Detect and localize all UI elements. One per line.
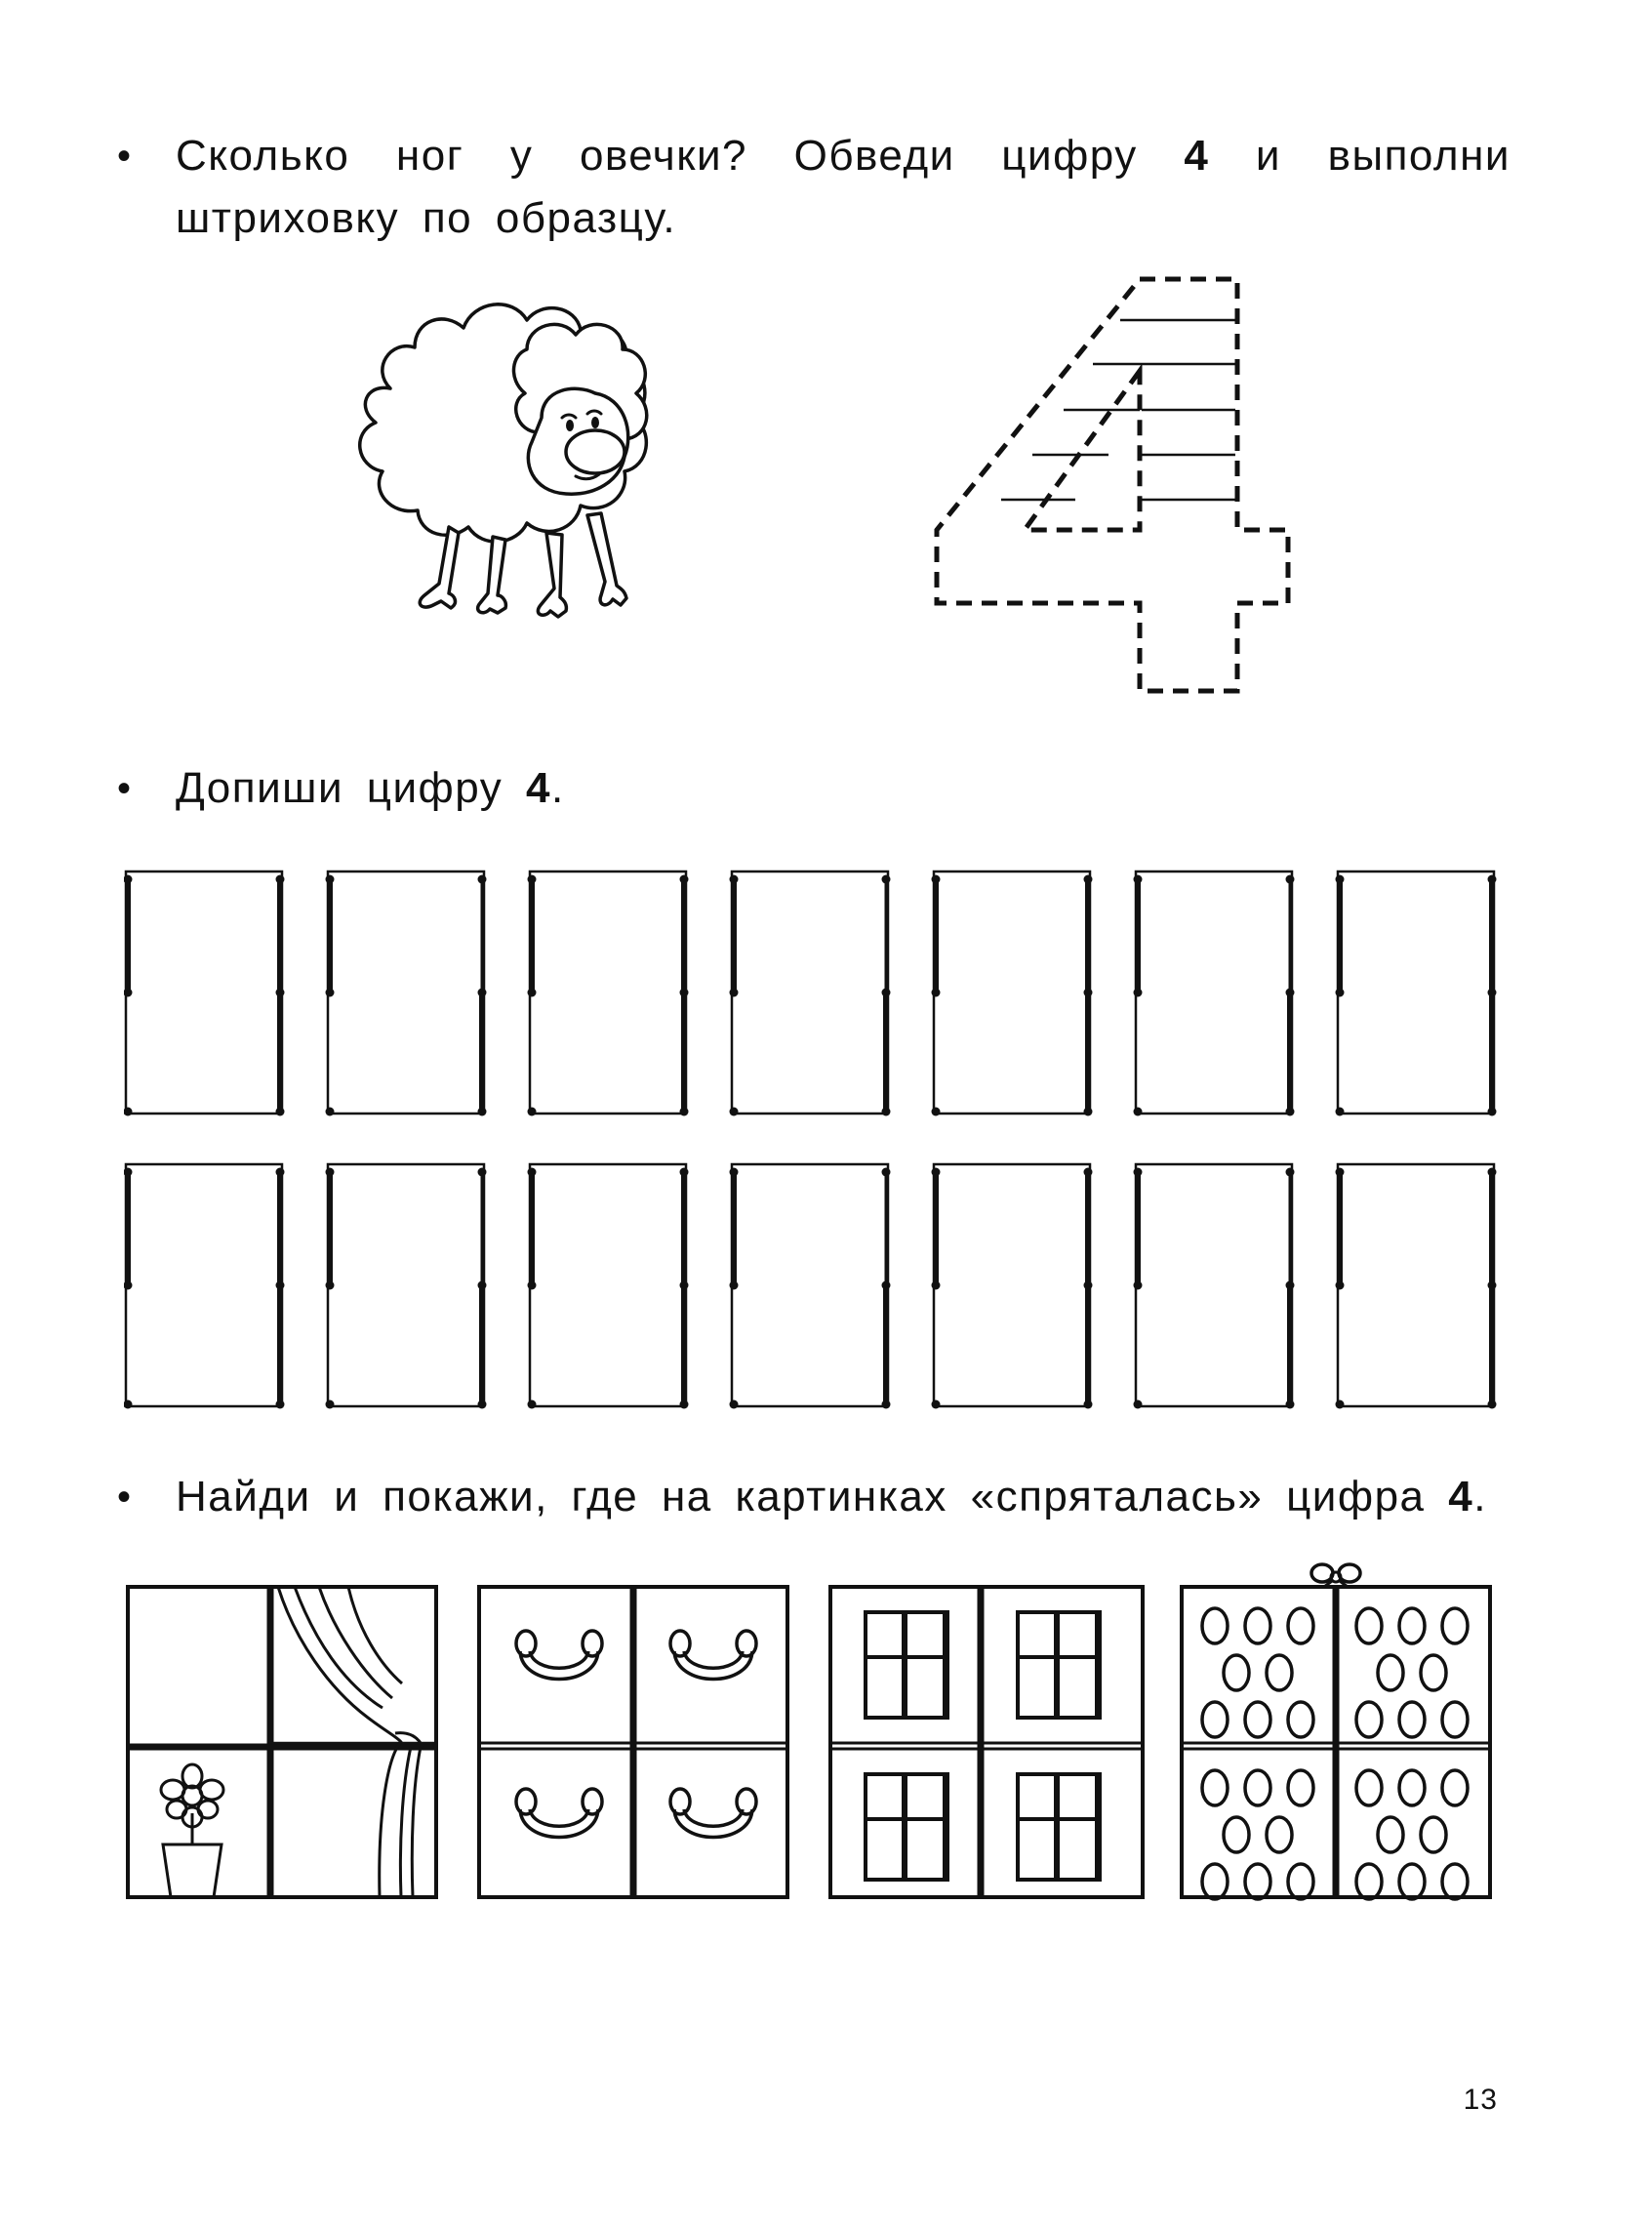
copy-cell[interactable] bbox=[932, 1164, 1093, 1409]
task-text: Допиши цифру 4. bbox=[176, 764, 565, 812]
dot-icon bbox=[1356, 1770, 1382, 1805]
window-pane-icon bbox=[866, 1612, 947, 1718]
dot-icon bbox=[1245, 1770, 1270, 1805]
dot-icon bbox=[1399, 1770, 1425, 1805]
copy-cell[interactable] bbox=[1336, 1164, 1497, 1409]
sheep-illustration-icon bbox=[332, 271, 761, 701]
copy-cell[interactable] bbox=[1134, 871, 1295, 1116]
dot-icon bbox=[1442, 1608, 1468, 1643]
dot-icon bbox=[1378, 1655, 1403, 1690]
dot-icon bbox=[1356, 1864, 1382, 1899]
dot-icon bbox=[1356, 1608, 1382, 1643]
dot-icon bbox=[1442, 1770, 1468, 1805]
dot-icon bbox=[1421, 1817, 1446, 1852]
dot-icon bbox=[1202, 1608, 1228, 1643]
dot-icon bbox=[1224, 1817, 1249, 1852]
dot-icon bbox=[1245, 1702, 1270, 1737]
bullet: • bbox=[117, 135, 133, 178]
dot-icon bbox=[1202, 1770, 1228, 1805]
copy-cell[interactable] bbox=[124, 871, 285, 1116]
copy-cell[interactable] bbox=[528, 871, 689, 1116]
task-instruction-3 bbox=[117, 1466, 1530, 1528]
dot-icon bbox=[1378, 1817, 1403, 1852]
building-windows-picture-icon bbox=[826, 1561, 1148, 1903]
copy-cell[interactable] bbox=[326, 1164, 487, 1409]
copy-cell[interactable] bbox=[1134, 1164, 1295, 1409]
cabinet-handles-picture-icon bbox=[475, 1561, 791, 1903]
dot-icon bbox=[1245, 1608, 1270, 1643]
copy-cells-grid bbox=[124, 869, 1510, 1118]
copy-cells-grid bbox=[124, 1161, 1510, 1411]
dot-icon bbox=[1288, 1702, 1313, 1737]
copy-cell[interactable] bbox=[1336, 871, 1497, 1116]
handle-icon bbox=[516, 1631, 602, 1680]
dot-icon bbox=[1288, 1608, 1313, 1643]
handle-icon bbox=[516, 1789, 602, 1838]
dot-icon bbox=[1356, 1702, 1382, 1737]
copy-cell[interactable] bbox=[124, 1164, 285, 1409]
dot-icon bbox=[1399, 1608, 1425, 1643]
task-text: Найди и покажи, где на картинках «спряталась» цифра 4. bbox=[176, 1473, 1487, 1520]
dot-icon bbox=[1288, 1864, 1313, 1899]
task-text: Сколько ног у овечки? Обведи цифру 4 и выполни штриховку по образцу. bbox=[176, 132, 1511, 242]
task-instruction-1 bbox=[117, 125, 1511, 250]
dot-icon bbox=[1442, 1864, 1468, 1899]
handle-icon bbox=[670, 1631, 756, 1680]
page-number: 13 bbox=[1463, 2084, 1498, 2116]
copy-cells-row-1 bbox=[124, 869, 1510, 1114]
dot-icon bbox=[1202, 1702, 1228, 1737]
handle-icon bbox=[670, 1789, 756, 1838]
dot-icon bbox=[1224, 1655, 1249, 1690]
copy-cell[interactable] bbox=[730, 871, 891, 1116]
dot-icon bbox=[1442, 1702, 1468, 1737]
dot-icon bbox=[1399, 1702, 1425, 1737]
bold-digit: 4 bbox=[1184, 132, 1210, 180]
window-pane-icon bbox=[1018, 1774, 1100, 1880]
dot-icon bbox=[1267, 1655, 1292, 1690]
dot-icon bbox=[1421, 1655, 1446, 1690]
dot-icon bbox=[1267, 1817, 1292, 1852]
dot-icon bbox=[1288, 1770, 1313, 1805]
window-curtain-picture-icon bbox=[124, 1561, 440, 1903]
task-instruction-2 bbox=[117, 757, 1393, 820]
bold-digit: 4 bbox=[525, 764, 551, 812]
gift-box-picture-icon bbox=[1176, 1561, 1498, 1903]
dashed-digit-four-icon bbox=[917, 271, 1308, 710]
copy-cell[interactable] bbox=[528, 1164, 689, 1409]
bullet: • bbox=[117, 767, 133, 810]
copy-cell[interactable] bbox=[932, 871, 1093, 1116]
dot-icon bbox=[1399, 1864, 1425, 1899]
dot-icon bbox=[1245, 1864, 1270, 1899]
bold-digit: 4 bbox=[1448, 1473, 1474, 1520]
window-pane-icon bbox=[1018, 1612, 1100, 1718]
copy-cells-row-2 bbox=[124, 1161, 1510, 1407]
copy-cell[interactable] bbox=[730, 1164, 891, 1409]
bullet: • bbox=[117, 1476, 133, 1519]
copy-cell[interactable] bbox=[326, 871, 487, 1116]
dot-icon bbox=[1202, 1864, 1228, 1899]
window-pane-icon bbox=[866, 1774, 947, 1880]
